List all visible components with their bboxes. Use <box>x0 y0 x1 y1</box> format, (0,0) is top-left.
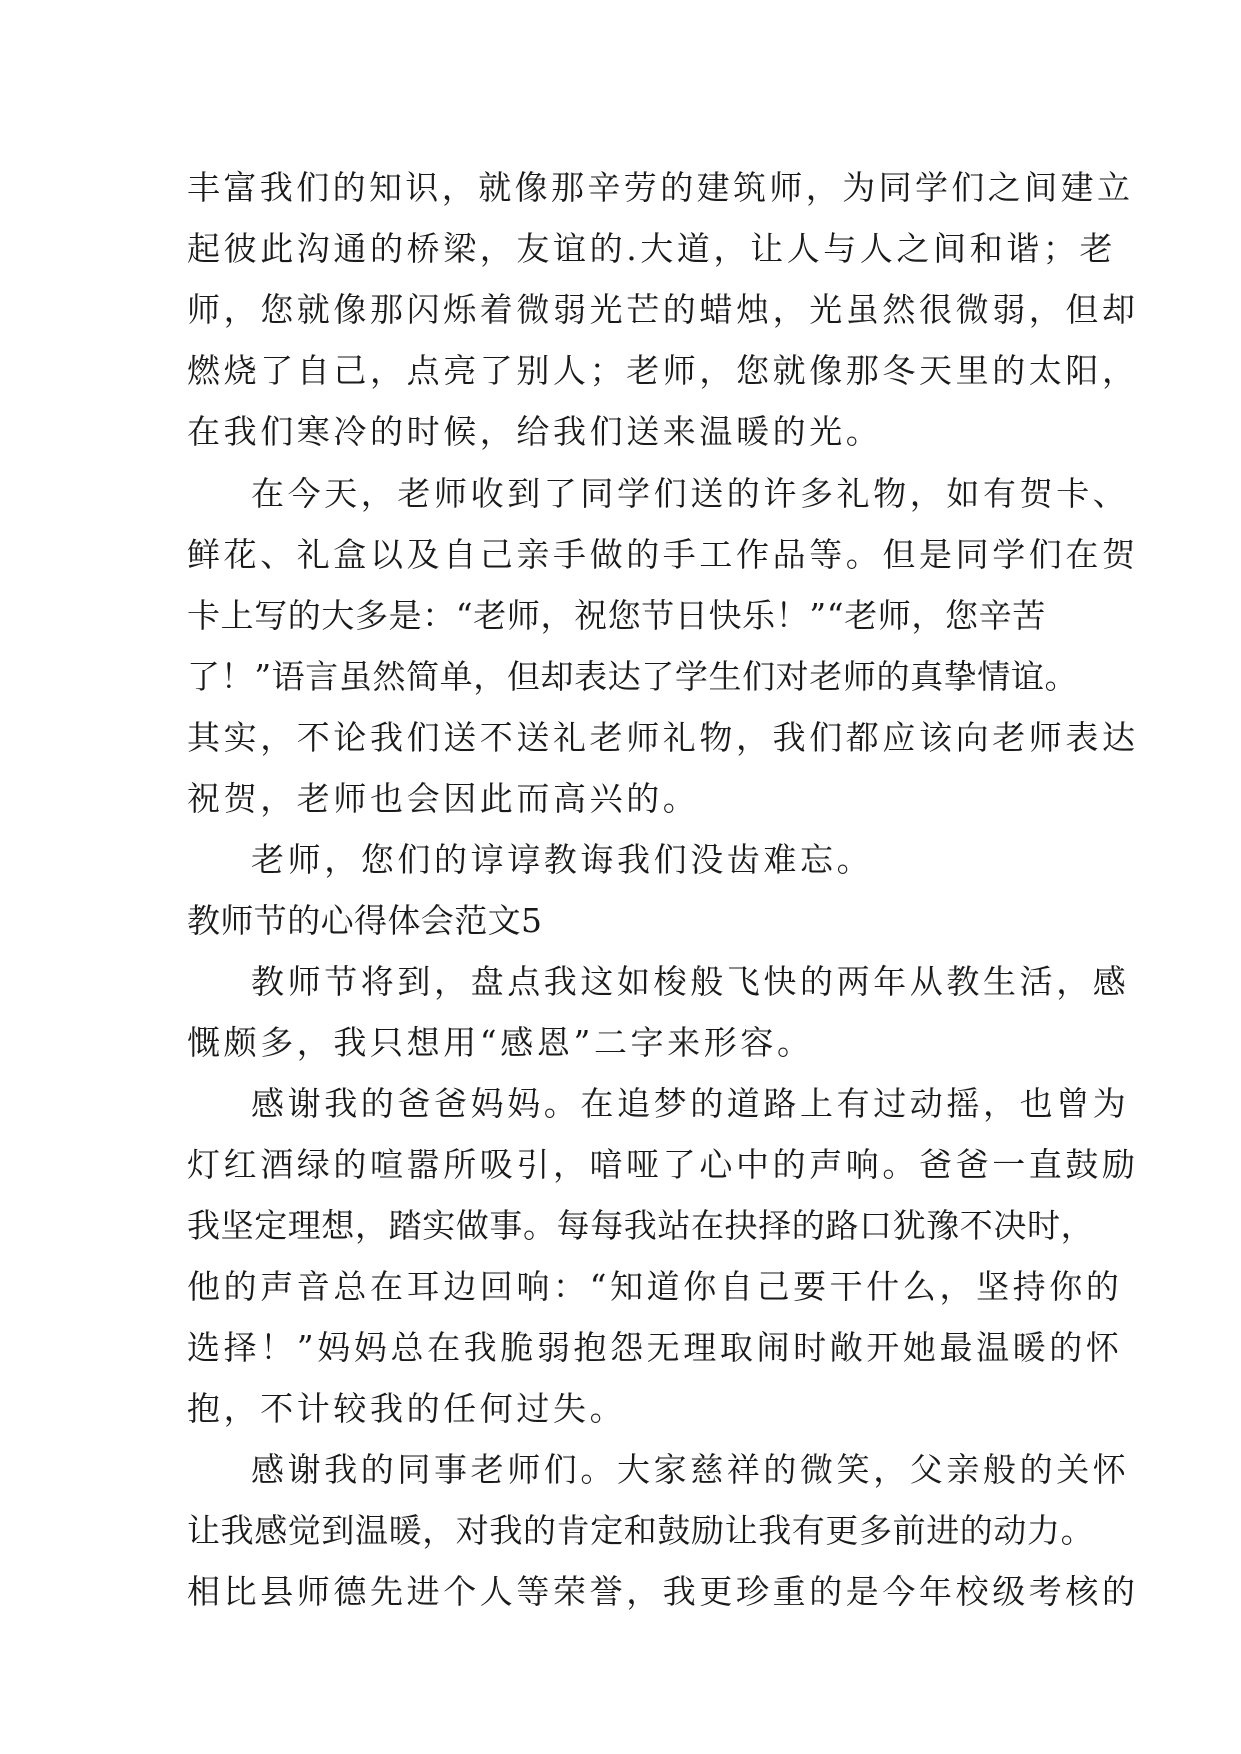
text-line: 抱，不计较我的任何过失。 <box>187 1389 627 1428</box>
text-line: 选择！”妈妈总在我脆弱抱怨无理取闹时敞开她最温暖的怀 <box>187 1328 1123 1367</box>
text-line: 在我们寒冷的时候，给我们送来温暖的光。 <box>187 412 883 451</box>
paragraph-first-line: 老师，您们的谆谆教诲我们没齿难忘。 <box>251 840 874 879</box>
text-line: 燃烧了自己，点亮了别人；老师，您就像那冬天里的太阳， <box>187 351 1139 390</box>
text-line: 灯红酒绿的喧嚣所吸引，喑哑了心中的声响。爸爸一直鼓励 <box>187 1145 1139 1184</box>
text-line: 慨颇多，我只想用“感恩”二字来形容。 <box>187 1023 814 1062</box>
paragraph-first-line: 感谢我的同事老师们。大家慈祥的微笑，父亲般的关怀 <box>251 1450 1130 1489</box>
text-line: 祝贺，老师也会因此而高兴的。 <box>187 779 700 818</box>
text-line: 了！”语言虽然简单，但却表达了学生们对老师的真挚情谊。 <box>187 657 1079 696</box>
text-line: 相比县师德先进个人等荣誉，我更珍重的是今年校级考核的 <box>187 1572 1139 1611</box>
paragraph-first-line: 教师节将到，盘点我这如梭般飞快的两年从教生活，感 <box>251 962 1130 1001</box>
text-line: 让我感觉到温暖，对我的肯定和鼓励让我有更多前进的动力。 <box>187 1511 1095 1550</box>
paragraph-first-line: 在今天，老师收到了同学们送的许多礼物，如有贺卡、 <box>251 474 1130 513</box>
text-line: 师，您就像那闪烁着微弱光芒的蜡烛，光虽然很微弱，但却 <box>187 290 1139 329</box>
paragraph-first-line: 感谢我的爸爸妈妈。在追梦的道路上有过动摇，也曾为 <box>251 1084 1130 1123</box>
text-line: 其实，不论我们送不送礼老师礼物，我们都应该向老师表达 <box>187 718 1139 757</box>
text-line: 我坚定理想，踏实做事。每每我站在抉择的路口犹豫不决时， <box>187 1206 1095 1245</box>
section-heading: 教师节的心得体会范文5 <box>187 901 543 940</box>
text-line: 起彼此沟通的桥梁，友谊的.大道，让人与人之间和谐；老 <box>187 229 1117 268</box>
text-line: 卡上写的大多是：“老师，祝您节日快乐！”“老师，您辛苦 <box>187 596 1046 635</box>
text-line: 鲜花、礼盒以及自己亲手做的手工作品等。但是同学们在贺 <box>187 535 1139 574</box>
text-line: 丰富我们的知识，就像那辛劳的建筑师，为同学们之间建立 <box>187 168 1134 207</box>
text-line: 他的声音总在耳边回响：“知道你自己要干什么，坚持你的 <box>187 1267 1123 1306</box>
